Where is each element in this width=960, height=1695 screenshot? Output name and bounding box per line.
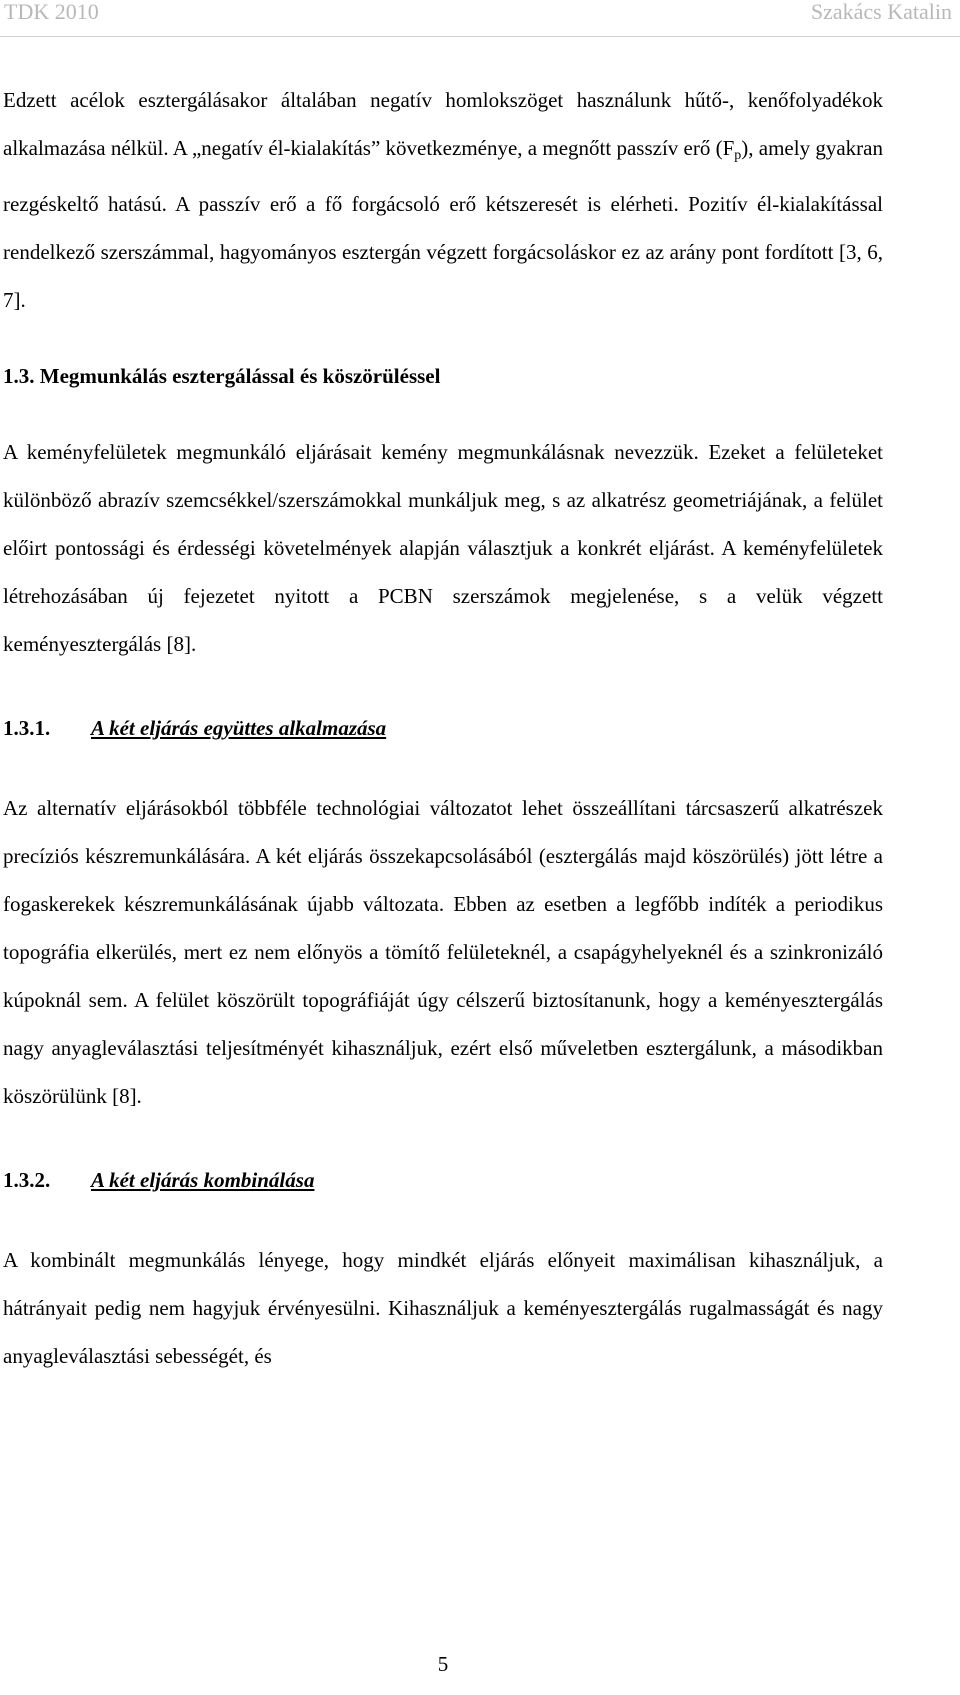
section-heading-1-3-2: [3, 1156, 883, 1204]
section-1-3-2-paragraph: A kombinált megmunkálás lényege, hogy mindkét eljárás előnyeit maximálisan kihasználjuk, a hátrányait pedig nem hagyjuk érvényesülni. Kihasználjuk a keményesztergálás rugalmasságát és nagy anyagleválasztási sebességét, és: [3, 1248, 883, 1368]
section-1-3-1-paragraph: Az alternatív eljárásokból többféle technológiai változatot lehet összeállítani tárcsaszerű alkatrészek precíziós készremunkálására. A két eljárás összekapcsolásából (esztergálás majd köszörülés) jött létre a fogaskerekek készremunkálásának újabb változata. Ebben az esetben a legfőbb indíték a periodikus topográfia elkerülés, mert ez nem előnyös a tömítő felületeknél, a csapágyhelyeknél és a szinkronizáló kúpoknál sem. A felület köszörült topográfiáját úgy célszerű biztosítanunk, hogy a keményesztergálás nagy anyagleválasztási teljesítményét kihasználjuk, ezért első műveletben esztergálunk, a másodikban köszörülünk [8].: [3, 796, 883, 1108]
intro-paragraph: [3, 76, 883, 324]
force-subscript: p: [734, 148, 742, 163]
section-heading-1-3: 1.3. Megmunkálás esztergálással és köszörüléssel: [3, 364, 441, 388]
header-event-title: TDK 2010: [4, 0, 99, 24]
section-title-1-3-1: A két eljárás együttes alkalmazása: [91, 716, 387, 740]
header-divider: [0, 36, 960, 37]
section-title-1-3-2: A két eljárás kombinálása: [91, 1168, 315, 1192]
intro-text-part1: Edzett acélok esztergálásakor általában negatív homlokszöget használunk hűtő-, kenőfolyadékok alkalmazása nélkül. A „negatív él-kialakítás” következménye, a megnőtt passzív erő (F: [3, 88, 883, 160]
header-author: Szakács Katalin: [810, 0, 952, 24]
section-heading-1-3-1: [3, 704, 883, 752]
page-number: 5: [437, 1652, 449, 1676]
page-header: [0, 0, 960, 30]
page-content: [3, 76, 883, 1380]
section-1-3-paragraph: A keményfelületek megmunkáló eljárásait kemény megmunkálásnak nevezzük. Ezeket a felületeket különböző abrazív szemcsékkel/szerszámokkal munkáljuk meg, s az alkatrész geometriájának, a felület előirt pontossági és érdességi követelmények alapján választjuk a konkrét eljárást. A keményfelületek létrehozásában új fejezetet nyitott a PCBN szerszámok megjelenése, s a velük végzett keményesztergálás [8].: [3, 440, 883, 656]
section-number-1-3-2: 1.3.2.: [3, 1168, 51, 1192]
intro-text-part2: ), amely gyakran rezgéskeltő hatású. A passzív erő a fő forgácsoló erő kétszeresét is elérheti. Pozitív él-kialakítással rendelkező szerszámmal, hagyományos esztergán végzett forgácsoláskor ez az arány pont fordított [3, 6, 7].: [3, 136, 883, 312]
section-number-1-3-1: 1.3.1.: [3, 716, 51, 740]
